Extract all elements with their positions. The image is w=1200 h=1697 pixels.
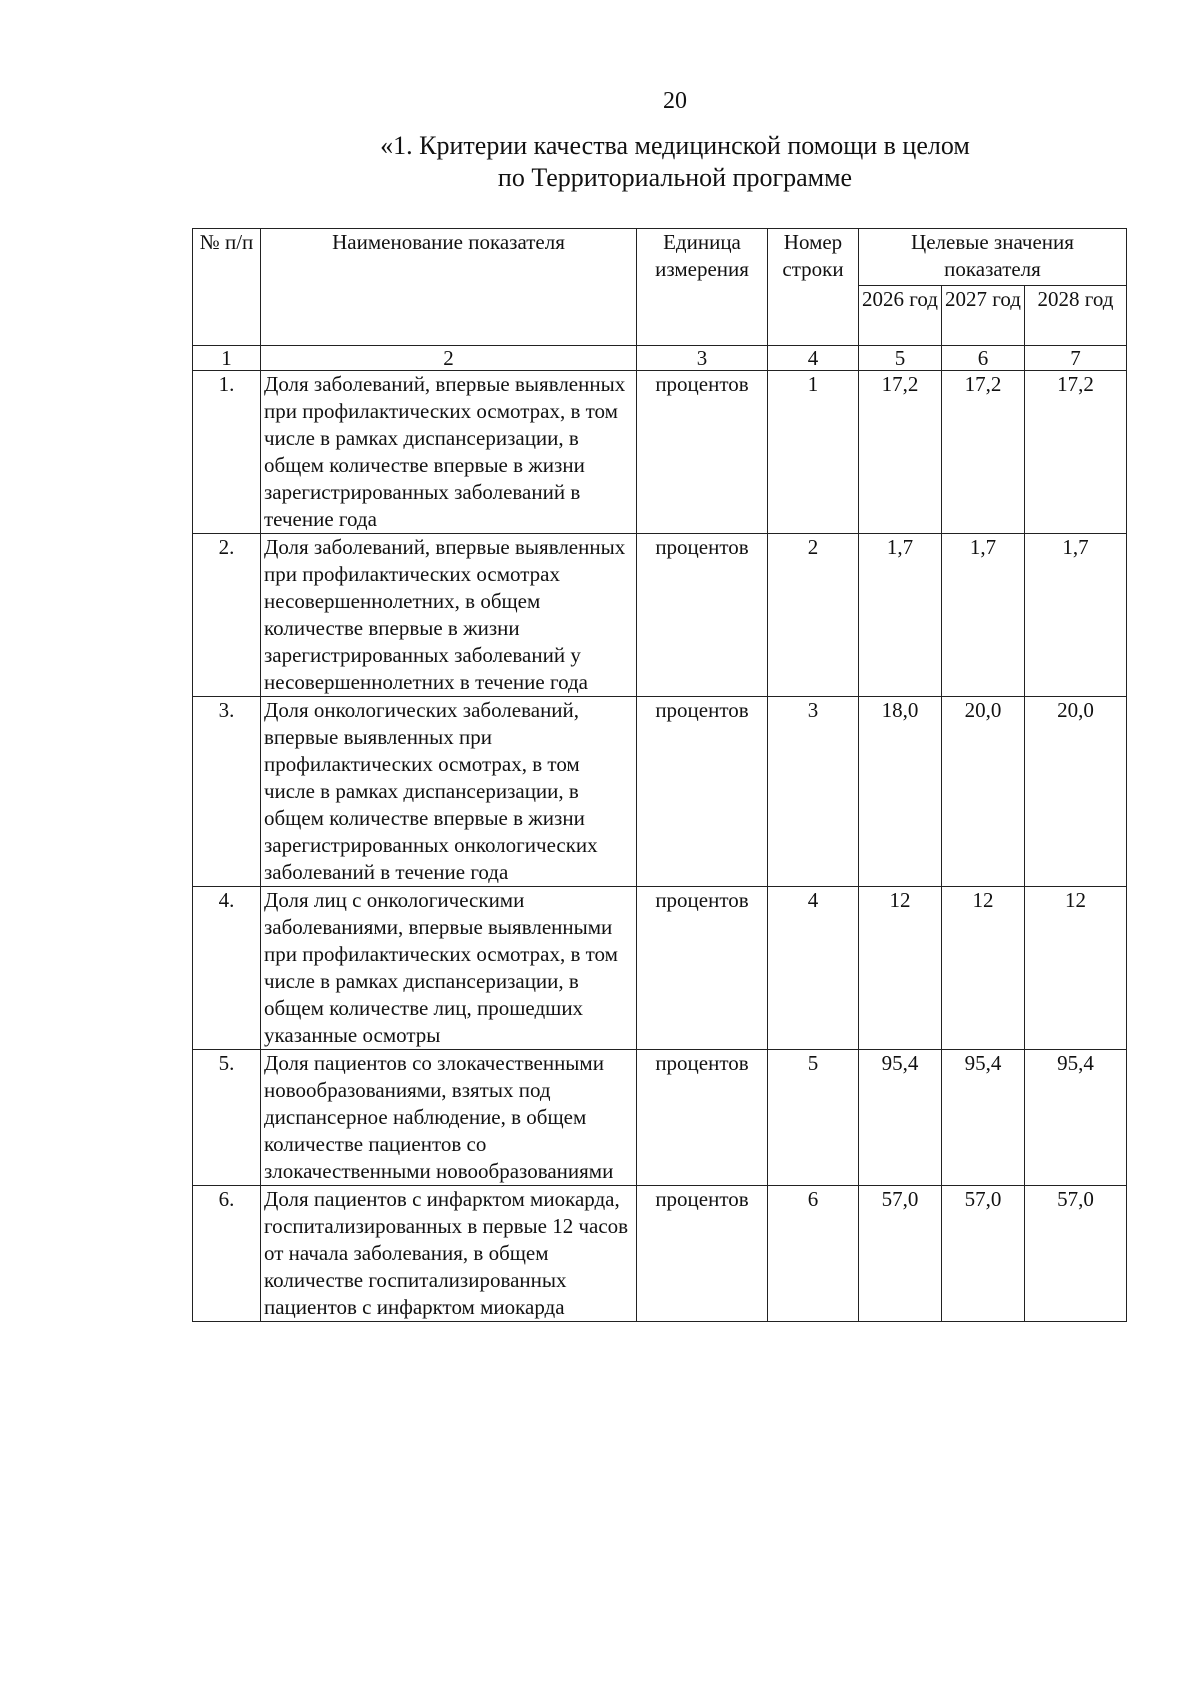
header-2028: 2028 год <box>1025 286 1127 346</box>
table-row <box>193 1050 1127 1186</box>
row-value-2028: 20,0 <box>1025 697 1127 887</box>
document-title <box>0 130 1200 194</box>
column-number-row <box>193 346 1127 371</box>
row-name: Доля лиц с онкологическими заболеваниями, впервые выявленными при профилактических осмотрах, в том числе в рамках диспансеризации, в общем количестве лиц, прошедших указанные осмотры <box>261 887 637 1050</box>
table-row <box>193 534 1127 697</box>
row-line-number: 1 <box>768 371 859 534</box>
table-row <box>193 371 1127 534</box>
row-unit: процентов <box>637 534 768 697</box>
row-name: Доля пациентов со злокачественными новообразованиями, взятых под диспансерное наблюдение, в общем количестве пациентов со злокачественными новообразованиями <box>261 1050 637 1186</box>
column-number: 5 <box>859 346 942 371</box>
column-number: 4 <box>768 346 859 371</box>
row-unit: процентов <box>637 697 768 887</box>
row-value-2028: 17,2 <box>1025 371 1127 534</box>
row-num: 6. <box>193 1186 261 1322</box>
row-num: 3. <box>193 697 261 887</box>
header-num: № п/п <box>193 229 261 346</box>
row-line-number: 4 <box>768 887 859 1050</box>
header-row-number: Номер строки <box>768 229 859 346</box>
column-number: 6 <box>942 346 1025 371</box>
row-name: Доля пациентов с инфарктом миокарда, госпитализированных в первые 12 часов от начала заболевания, в общем количестве госпитализированных пациентов с инфарктом миокарда <box>261 1186 637 1322</box>
header-2026: 2026 год <box>859 286 942 346</box>
title-line-1: «1. Критерии качества медицинской помощи в целом <box>380 131 970 160</box>
row-unit: процентов <box>637 887 768 1050</box>
title-line-2: по Территориальной программе <box>497 163 853 192</box>
row-value-2027: 17,2 <box>942 371 1025 534</box>
header-targets: Целевые значения показателя <box>859 229 1127 286</box>
row-value-2027: 95,4 <box>942 1050 1025 1186</box>
row-value-2027: 20,0 <box>942 697 1025 887</box>
row-value-2026: 1,7 <box>859 534 942 697</box>
header-2027: 2027 год <box>942 286 1025 346</box>
row-value-2026: 12 <box>859 887 942 1050</box>
row-value-2026: 57,0 <box>859 1186 942 1322</box>
table-row <box>193 697 1127 887</box>
row-name: Доля заболеваний, впервые выявленных при профилактических осмотрах несовершеннолетних, в общем количестве впервые в жизни зарегистрированных заболеваний у несовершеннолетних в течение года <box>261 534 637 697</box>
row-line-number: 5 <box>768 1050 859 1186</box>
row-value-2028: 57,0 <box>1025 1186 1127 1322</box>
header-name: Наименование показателя <box>261 229 637 346</box>
row-line-number: 6 <box>768 1186 859 1322</box>
column-number: 7 <box>1025 346 1127 371</box>
row-value-2027: 1,7 <box>942 534 1025 697</box>
criteria-table <box>192 228 1127 1322</box>
header-row-1 <box>193 229 1127 286</box>
table-row <box>193 887 1127 1050</box>
row-unit: процентов <box>637 1186 768 1322</box>
row-unit: процентов <box>637 371 768 534</box>
row-unit: процентов <box>637 1050 768 1186</box>
column-number: 2 <box>261 346 637 371</box>
row-num: 2. <box>193 534 261 697</box>
column-number: 1 <box>193 346 261 371</box>
row-value-2026: 17,2 <box>859 371 942 534</box>
row-line-number: 2 <box>768 534 859 697</box>
row-name: Доля онкологических заболеваний, впервые выявленных при профилактических осмотрах, в том числе в рамках диспансеризации, в общем количестве впервые в жизни зарегистрированных онкологических заболеваний в течение года <box>261 697 637 887</box>
row-value-2028: 12 <box>1025 887 1127 1050</box>
row-value-2026: 18,0 <box>859 697 942 887</box>
table-row <box>193 1186 1127 1322</box>
row-value-2027: 57,0 <box>942 1186 1025 1322</box>
row-line-number: 3 <box>768 697 859 887</box>
row-name: Доля заболеваний, впервые выявленных при профилактических осмотрах, в том числе в рамках диспансеризации, в общем количестве впервые в жизни зарегистрированных заболеваний в течение года <box>261 371 637 534</box>
row-num: 1. <box>193 371 261 534</box>
row-num: 5. <box>193 1050 261 1186</box>
page-number: 20 <box>663 88 687 114</box>
column-number: 3 <box>637 346 768 371</box>
row-value-2028: 95,4 <box>1025 1050 1127 1186</box>
row-num: 4. <box>193 887 261 1050</box>
header-unit: Единица измерения <box>637 229 768 346</box>
row-value-2026: 95,4 <box>859 1050 942 1186</box>
row-value-2028: 1,7 <box>1025 534 1127 697</box>
row-value-2027: 12 <box>942 887 1025 1050</box>
